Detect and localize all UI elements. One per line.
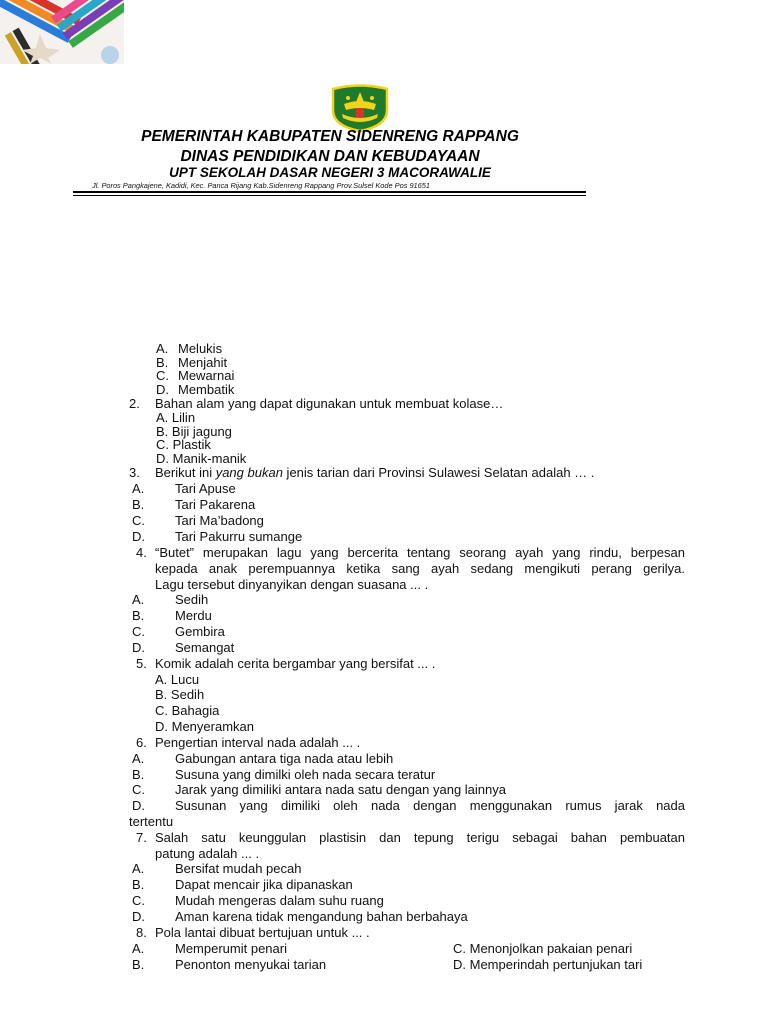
q8-option-text: C. Menonjolkan pakaian penari bbox=[453, 941, 633, 956]
q4-text-line: Lagu tersebut dinyanyikan dengan suasana ... . bbox=[155, 577, 429, 592]
header-address: Jl. Poros Pangkajene, Kadidi, Kec. Panca Rijang Kab.Sidenreng Rappang Prov.Sulsel Kode Pos 91651 bbox=[92, 181, 430, 190]
q8-number: 8. bbox=[136, 925, 147, 940]
regency-emblem-logo bbox=[330, 84, 390, 132]
q8-option-letter: B. bbox=[132, 957, 145, 972]
q6-text: Pengertian interval nada adalah ... . bbox=[155, 735, 361, 750]
q1-option-text: Menjahit bbox=[178, 355, 228, 370]
q7-number: 7. bbox=[136, 830, 147, 845]
q4-option-text: Gembira bbox=[175, 624, 225, 639]
header-divider-thick bbox=[73, 191, 586, 193]
q4-option-text: Merdu bbox=[175, 608, 212, 623]
q6-option-letter: C. bbox=[132, 782, 145, 797]
q7-option-text: Bersifat mudah pecah bbox=[175, 861, 302, 876]
q8-option-letter: A. bbox=[132, 941, 145, 956]
q4-text-line: kepada anak perempuannya ketika sang ayah sedang mengikuti perang gerilya. bbox=[155, 561, 685, 576]
q7-option-text: Dapat mencair jika dipanaskan bbox=[175, 877, 353, 892]
q1-option-letter: D. bbox=[156, 382, 169, 397]
q8-option-text: Memperumit penari bbox=[175, 941, 287, 956]
q2-option: D. Manik-manik bbox=[156, 451, 247, 466]
q6-number: 6. bbox=[136, 735, 147, 750]
q4-option-letter: A. bbox=[132, 592, 145, 607]
q7-text-line: Salah satu keunggulan plastisin dan tepung terigu sebagai bahan pembuatan bbox=[155, 830, 685, 845]
q1-option-text: Melukis bbox=[178, 341, 223, 356]
q5-option: C. Bahagia bbox=[155, 703, 220, 718]
q7-option-text: Aman karena tidak mengandung bahan berbahaya bbox=[175, 909, 468, 924]
q3-text: Berikut ini yang bukan jenis tarian dari Provinsi Sulawesi Selatan adalah … . bbox=[155, 465, 595, 480]
q1-option-letter: B. bbox=[156, 355, 169, 370]
header-department-title: DINAS PENDIDIKAN DAN KEBUDAYAAN bbox=[180, 148, 480, 165]
q4-option-letter: C. bbox=[132, 624, 145, 639]
q6-option-text: Susunan yang dimiliki oleh nada dengan menggunakan rumus jarak nada bbox=[175, 798, 685, 813]
q6-option-letter: B. bbox=[132, 767, 145, 782]
q6-option-text: Susuna yang dimilki oleh nada secara teratur bbox=[175, 767, 436, 782]
q3-option-text: Tari Pakurru sumange bbox=[175, 529, 303, 544]
q5-text: Komik adalah cerita bergambar yang bersifat ... . bbox=[155, 656, 436, 671]
q7-text-line: patung adalah ... . bbox=[155, 846, 260, 861]
q3-option-letter: A. bbox=[132, 481, 145, 496]
q6-option-letter: D. bbox=[132, 798, 145, 813]
q7-option-letter: C. bbox=[132, 893, 145, 908]
header-school-title: UPT SEKOLAH DASAR NEGERI 3 MACORAWALIE bbox=[169, 165, 491, 180]
q5-option: D. Menyeramkan bbox=[155, 719, 254, 734]
q8-text: Pola lantai dibuat bertujuan untuk ... . bbox=[155, 925, 370, 940]
q6-option-letter: A. bbox=[132, 751, 145, 766]
q5-option: B. Sedih bbox=[155, 687, 205, 702]
header-government-title: PEMERINTAH KABUPATEN SIDENRENG RAPPANG bbox=[141, 128, 519, 145]
q8-option-text: D. Memperindah pertunjukan tari bbox=[453, 957, 643, 972]
q2-option: B. Biji jagung bbox=[156, 424, 232, 439]
q2-option: A. Lilin bbox=[156, 410, 196, 425]
q4-option-letter: B. bbox=[132, 608, 145, 623]
q7-option-letter: B. bbox=[132, 877, 145, 892]
q1-option-text: Membatik bbox=[178, 382, 235, 397]
header-divider-thin bbox=[73, 195, 586, 196]
q1-option-letter: A. bbox=[156, 341, 169, 356]
q4-text-line: “Butet” merupakan lagu yang bercerita tentang seorang ayah yang rindu, berpesan bbox=[155, 545, 685, 560]
q2-text: Bahan alam yang dapat digunakan untuk membuat kolase… bbox=[155, 396, 504, 411]
q7-option-letter: A. bbox=[132, 861, 145, 876]
q6-option-continuation: tertentu bbox=[129, 814, 174, 829]
q7-option-letter: D. bbox=[132, 909, 145, 924]
q5-option: A. Lucu bbox=[155, 672, 200, 687]
q3-number: 3. bbox=[129, 465, 140, 480]
q3-option-letter: C. bbox=[132, 513, 145, 528]
q3-option-letter: B. bbox=[132, 497, 145, 512]
q4-option-text: Semangat bbox=[175, 640, 235, 655]
q4-option-text: Sedih bbox=[175, 592, 209, 607]
q1-option-letter: C. bbox=[156, 368, 169, 383]
q5-number: 5. bbox=[136, 656, 147, 671]
q3-option-text: Tari Ma’badong bbox=[175, 513, 264, 528]
q3-option-text: Tari Pakarena bbox=[175, 497, 256, 512]
colored-pencils-image bbox=[0, 0, 124, 64]
q4-option-letter: D. bbox=[132, 640, 145, 655]
q4-number: 4. bbox=[136, 545, 147, 560]
q3-option-letter: D. bbox=[132, 529, 145, 544]
q2-option: C. Plastik bbox=[156, 437, 211, 452]
q6-option-text: Gabungan antara tiga nada atau lebih bbox=[175, 751, 394, 766]
q7-option-text: Mudah mengeras dalam suhu ruang bbox=[175, 893, 384, 908]
q3-option-text: Tari Apuse bbox=[175, 481, 236, 496]
q8-option-text: Penonton menyukai tarian bbox=[175, 957, 327, 972]
q6-option-text: Jarak yang dimiliki antara nada satu dengan yang lainnya bbox=[175, 782, 506, 797]
q2-number: 2. bbox=[129, 396, 140, 411]
q1-option-text: Mewarnai bbox=[178, 368, 235, 383]
